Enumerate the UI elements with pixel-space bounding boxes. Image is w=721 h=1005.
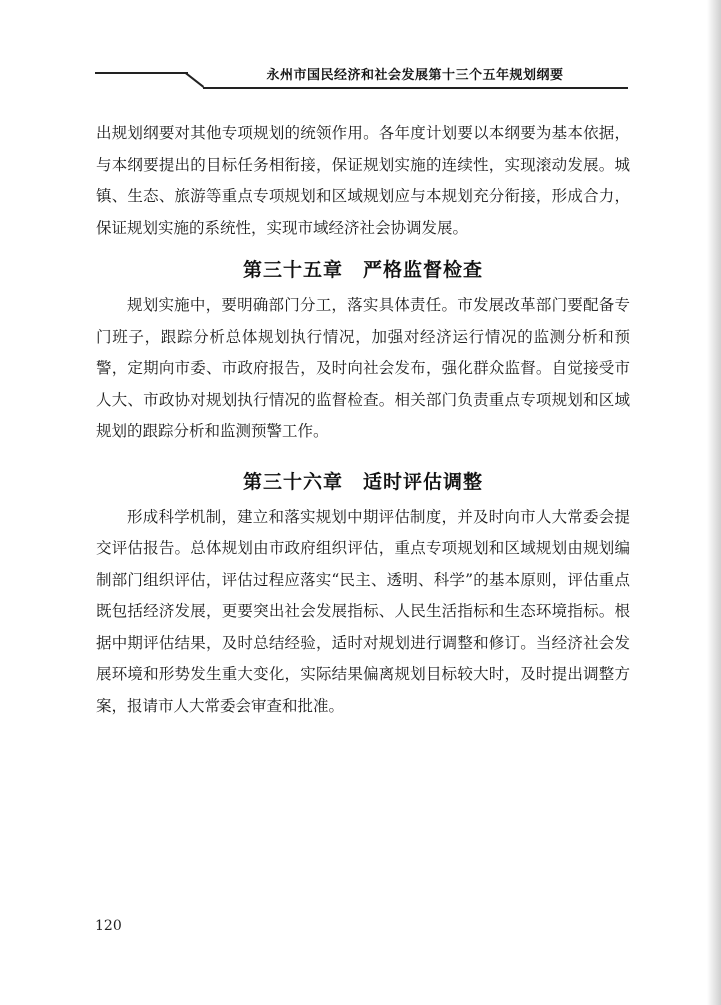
chapter-36-paragraph: 形成科学机制，建立和落实规划中期评估制度，并及时向市人大常委会提交评估报告。总体规划由市政府组织评估，重点专项规划和区域规划由规划编制部门组织评估，评估过程应落实“民主、透明、科学”的基本原则，评估重点既包括经济发展，更要突出社会发展指标、人民生活指标和生态环境指标。根据中期评估结果，及时总结经验，适时对规划进行调整和修订。当经济社会发展环境和形势发生重大变化，实际结果偏离规划目标较大时，及时提出调整方案，报请市人大常委会审查和批准。	[96, 507, 630, 715]
intro-paragraph: 出规划纲要对其他专项规划的统领作用。各年度计划要以本纲要为基本依据，与本纲要提出的目标任务相衔接，保证规划实施的连续性，实现滚动发展。城镇、生态、旅游等重点专项规划和区域规划应与本规划充分衔接，形成合力，保证规划实施的系统性，实现市域经济社会协调发展。	[96, 124, 630, 237]
chapter-36-title: 第三十六章 适时评估调整	[242, 470, 483, 493]
header-rule-left	[95, 72, 188, 74]
chapter-35-title: 第三十五章 严格监督检查	[242, 259, 483, 281]
header-rule-right	[203, 87, 628, 89]
page-binding-shadow	[707, 0, 721, 1005]
header-title: 永州市国民经济和社会发展第十三个五年规划纲要	[266, 68, 564, 83]
chapter-35-paragraph: 规划实施中，要明确部门分工，落实具体责任。市发展改革部门要配备专门班子，跟踪分析总体规划执行情况，加强对经济运行情况的监测分析和预警，定期向市委、市政府报告，及时向社会发布，强化群众监督。自觉接受市人大、市政协对规划执行情况的监督检查。相关部门负责重点专项规划和区域规划的跟踪分析和监测预警工作。	[96, 296, 630, 440]
body-content	[96, 118, 630, 722]
header-rule-slant	[185, 72, 204, 88]
page-number: 120	[95, 918, 122, 934]
